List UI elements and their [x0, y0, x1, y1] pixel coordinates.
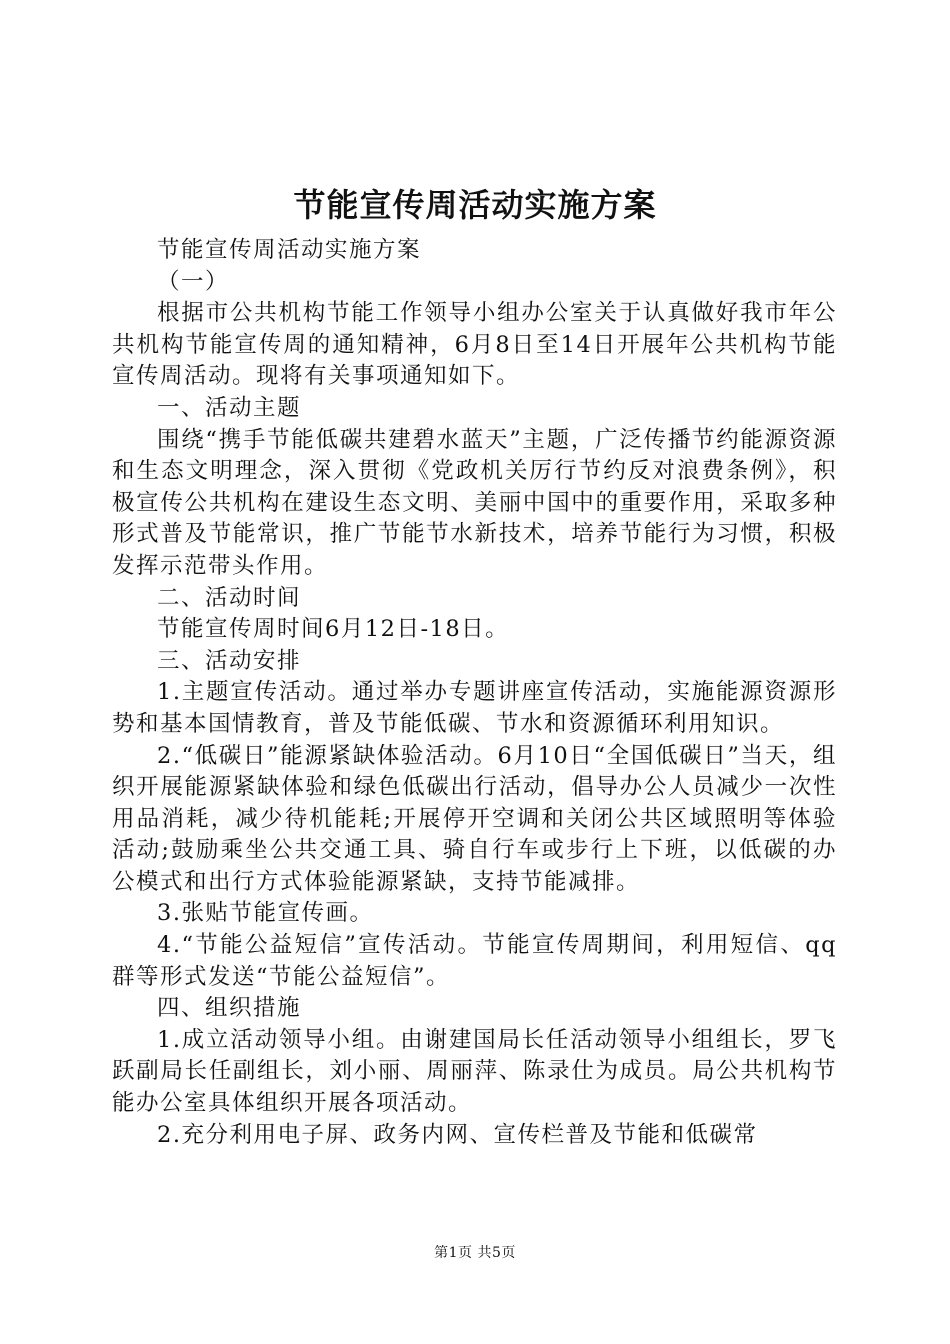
arrangement-item-1: 1.主题宣传活动。通过举办专题讲座宣传活动，实施能源资源形势和基本国情教育，普及节能低碳、节水和资源循环利用知识。 [112, 679, 837, 737]
subtitle-paragraph: 节能宣传周活动实施方案 [157, 237, 422, 263]
section-number-paragraph: （一） [157, 268, 230, 295]
time-paragraph: 节能宣传周时间6月12日-18日。 [157, 616, 510, 643]
page-footer: 第1页 共5页 [434, 1245, 516, 1261]
measures-item-1: 1.成立活动领导小组。由谢建国局长任活动领导小组组长，罗飞跃副局长任副组长，刘小丽、周丽萍、陈录仕为成员。局公共机构节能办公室具体组织开展各项活动。 [112, 1026, 837, 1117]
heading-theme: 一、活动主题 [157, 394, 302, 421]
heading-time: 二、活动时间 [157, 584, 302, 611]
arrangement-item-3: 3.张贴节能宣传画。 [157, 900, 374, 927]
heading-arrangement: 三、活动安排 [157, 647, 302, 674]
heading-measures: 四、组织措施 [157, 995, 302, 1022]
measures-item-2: 2.充分利用电子屏、政务内网、宣传栏普及节能和低碳常 [157, 1121, 758, 1148]
theme-paragraph: 围绕“携手节能低碳共建碧水蓝天”主题，广泛传播节约能源资源和生态文明理念，深入贯彻《党政机关厉行节约反对浪费条例》，积极宣传公共机构在建设生态文明、美丽中国中的重要作用，采取多种形式普及节能常识，推广节能节水新技术，培养节能行为习惯，积极发挥示范带头作用。 [112, 426, 837, 579]
document-title: 节能宣传周活动实施方案 [293, 186, 657, 224]
arrangement-item-2: 2.“低碳日”能源紧缺体验活动。6月10日“全国低碳日”当天，组织开展能源紧缺体验和绿色低碳出行活动，倡导办公人员减少一次性用品消耗，减少待机能耗;开展停开空调和关闭公共区域照明等体验活动;鼓励乘坐公共交通工具、骑自行车或步行上下班，以低碳的办公模式和出行方式体验能源紧缺，支持节能减排。 [112, 742, 837, 895]
document-body [112, 235, 837, 1151]
arrangement-item-4: 4.“节能公益短信”宣传活动。节能宣传周期间，利用短信、qq群等形式发送“节能公益短信”。 [112, 932, 837, 990]
intro-paragraph: 根据市公共机构节能工作领导小组办公室关于认真做好我市年公共机构节能宣传周的通知精神，6月8日至14日开展年公共机构节能宣传周活动。现将有关事项通知如下。 [112, 300, 837, 390]
